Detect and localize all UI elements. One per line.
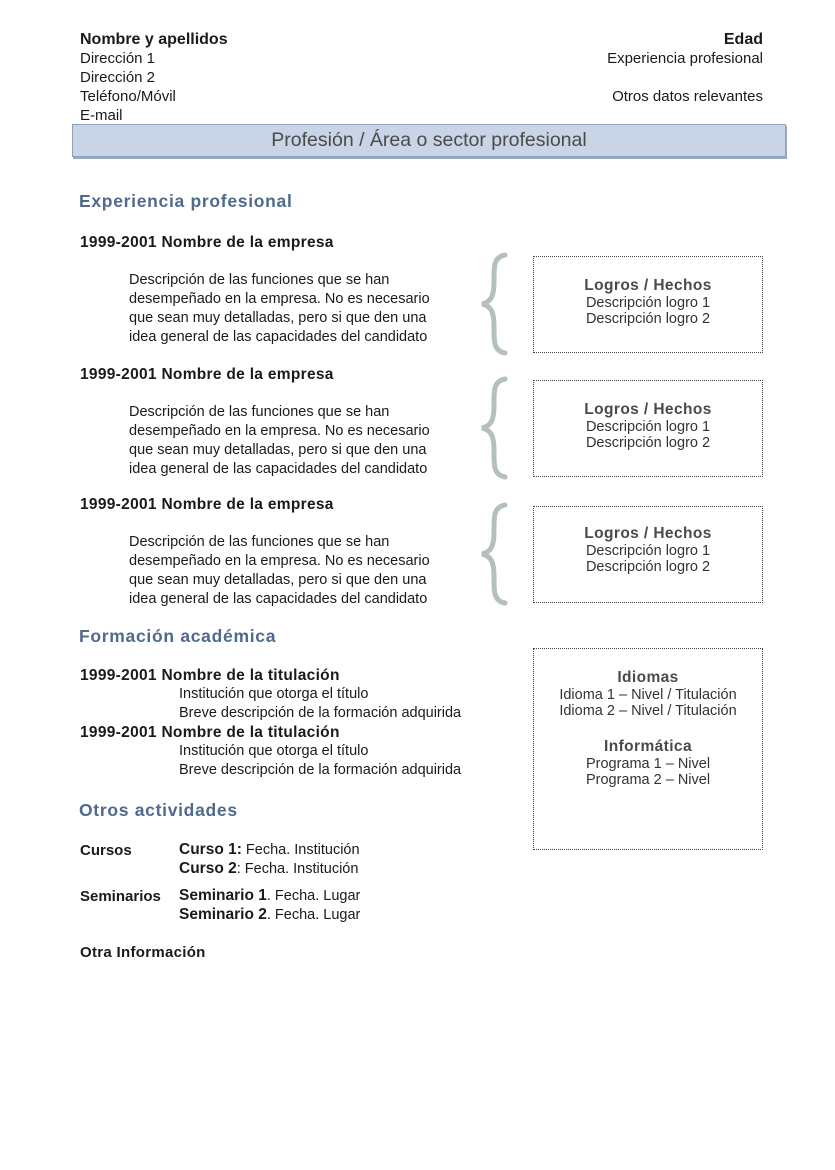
experience-company: Nombre de la empresa [161,496,334,513]
it-title: Informática [604,738,692,755]
course-detail: : Fecha. Institución [236,861,359,877]
achievement-item: Descripción logro 2 [585,311,711,327]
education-institution: Institución que otorga el título [179,743,369,759]
desc-line: idea general de las capacidades del candidato [129,591,428,607]
language-item: Idioma 2 – Nivel / Titulación [559,703,737,719]
achievements-box-2 [533,380,763,477]
desc-line: Descripción de las funciones que se han [129,534,390,550]
brace-icon [475,376,515,480]
course-item [179,859,358,879]
header-experience: Experiencia profesional [607,50,763,67]
education-description: Breve descripción de la formación adquirida [179,705,462,721]
education-entry-2-header [80,724,340,742]
achievement-item: Descripción logro 2 [585,435,711,451]
experience-entry-1-header [80,234,334,252]
desc-line: Descripción de las funciones que se han [129,404,390,420]
seminars-label: Seminarios [80,888,161,905]
course-name: Curso 1: [179,841,242,858]
brace-icon [475,252,515,356]
it-item: Programa 2 – Nivel [585,772,711,788]
other-data: Otros datos relevantes [612,88,763,105]
seminar-detail: . Fecha. Lugar [266,888,361,904]
course-detail: Fecha. Institución [241,842,360,858]
courses-label: Cursos [80,842,132,859]
desc-line: desempeñado en la empresa. No es necesario [129,291,430,307]
profession-banner: Profesión / Área o sector profesional [72,124,786,157]
education-degree: Nombre de la titulación [161,724,340,741]
desc-line: desempeñado en la empresa. No es necesario [129,423,430,439]
languages-title: Idiomas [617,669,679,686]
achievements-title: Logros / Hechos [584,401,712,418]
age: Edad [723,31,763,48]
section-title-activities: Otros actividades [79,800,238,820]
desc-line: que sean muy detalladas, pero si que den una [129,442,427,458]
candidate-name: Nombre y apellidos [80,31,228,48]
seminar-name: Seminario 1 [179,887,267,904]
desc-line: que sean muy detalladas, pero si que den una [129,572,427,588]
achievements-box-3 [533,506,763,603]
email: E-mail [80,107,123,124]
experience-entry-3-header [80,496,334,514]
experience-entry-2-description [129,403,430,479]
address-1: Dirección 1 [80,50,156,67]
education-description: Breve descripción de la formación adquirida [179,762,462,778]
achievement-item: Descripción logro 1 [585,543,711,559]
desc-line: idea general de las capacidades del candidato [129,329,428,345]
experience-company: Nombre de la empresa [161,234,334,251]
education-institution: Institución que otorga el título [179,686,369,702]
section-title-education: Formación académica [79,626,277,646]
education-period: 1999-2001 [80,667,157,684]
achievements-title: Logros / Hechos [584,525,712,542]
language-item: Idioma 1 – Nivel / Titulación [559,687,737,703]
education-period: 1999-2001 [80,724,157,741]
experience-period: 1999-2001 [80,366,157,383]
experience-entry-2-header [80,366,334,384]
experience-period: 1999-2001 [80,234,157,251]
it-item: Programa 1 – Nivel [585,756,711,772]
desc-line: idea general de las capacidades del candidato [129,461,428,477]
experience-entry-3-description [129,533,430,609]
achievement-item: Descripción logro 1 [585,419,711,435]
seminar-item [179,905,360,925]
experience-company: Nombre de la empresa [161,366,334,383]
experience-period: 1999-2001 [80,496,157,513]
other-information-label: Otra Información [80,944,206,961]
education-entry-1-header [80,667,340,685]
phone: Teléfono/Móvil [80,88,176,105]
experience-entry-1-description [129,271,430,347]
desc-line: que sean muy detalladas, pero si que den una [129,310,427,326]
achievements-title: Logros / Hechos [584,277,712,294]
course-name: Curso 2 [179,860,237,877]
section-title-experience: Experiencia profesional [79,191,293,211]
desc-line: Descripción de las funciones que se han [129,272,390,288]
achievements-box-1 [533,256,763,353]
brace-icon [475,502,515,606]
achievement-item: Descripción logro 2 [585,559,711,575]
seminar-detail: . Fecha. Lugar [266,907,361,923]
desc-line: desempeñado en la empresa. No es necesario [129,553,430,569]
course-item [179,840,360,860]
skills-box [533,648,763,850]
seminar-name: Seminario 2 [179,906,267,923]
education-degree: Nombre de la titulación [161,667,340,684]
seminar-item [179,886,360,906]
achievement-item: Descripción logro 1 [585,295,711,311]
address-2: Dirección 2 [80,69,156,86]
